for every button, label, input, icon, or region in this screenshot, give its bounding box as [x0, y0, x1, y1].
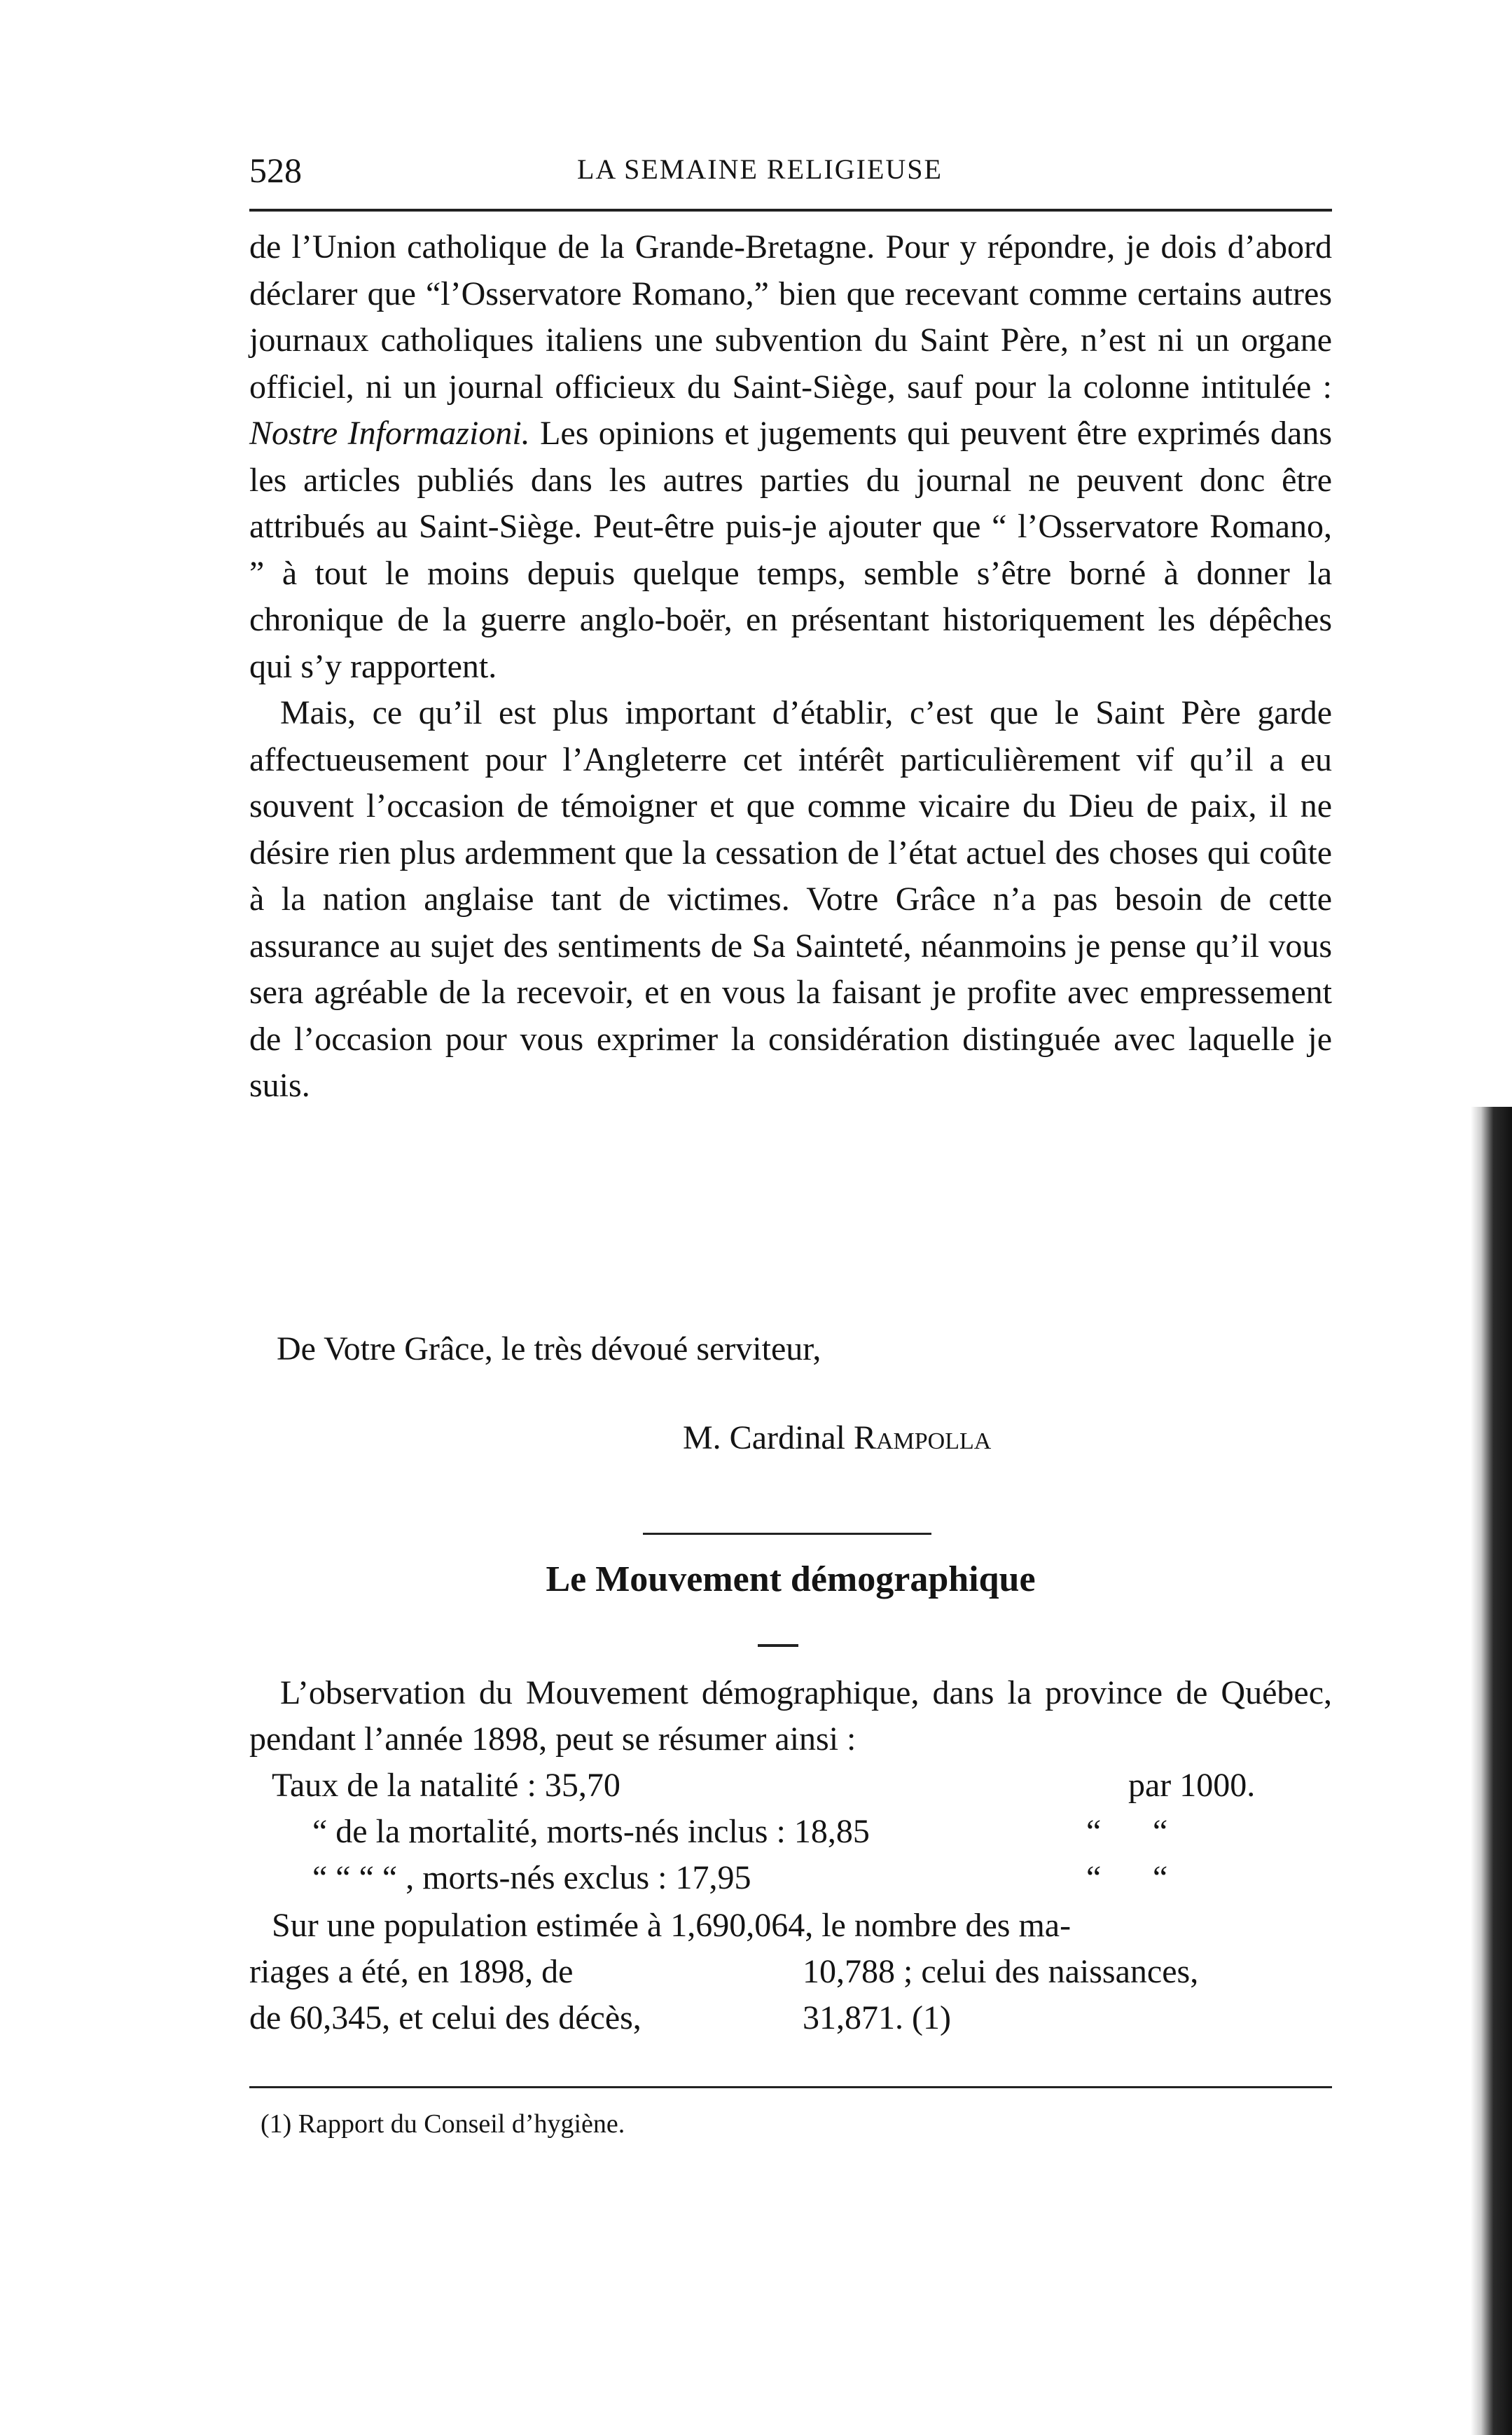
letter-body: [249, 224, 1332, 1110]
section-title: Le Mouvement démographique: [546, 1559, 1036, 1599]
running-title: LA SEMAINE RELIGIEUSE: [577, 153, 943, 185]
ditto-mark: “: [1086, 1813, 1102, 1850]
page-header: [249, 137, 1333, 200]
section-divider: [643, 1533, 931, 1535]
page-edge-shadow: [1471, 1107, 1512, 2435]
stat-unit: par 1000.: [1128, 1767, 1256, 1804]
ditto-mark: “: [1086, 1859, 1102, 1896]
ditto-mark: “: [1153, 1859, 1168, 1896]
stat-row: [249, 1763, 1332, 1809]
header-rule: [249, 209, 1332, 212]
stats-table: [249, 1763, 1332, 1901]
title-rule: [758, 1644, 798, 1647]
letter-paragraph-1: de l’Union catholique de la Grande-Bretagne. Pour y répondre, je dois d’abord déclarer que “l’Osservatore Romano,” bien que recevant comme certains autres journaux catholiques italiens une subvention du Saint Père, n’est ni un organe officiel, ni un journal officieux du Saint-Siège, sauf pour la colonne intitulée : Nostre Informazioni. Les opinions et jugements qui peuvent être exprimés dans les articles publiés dans les autres parties du journal ne peuvent donc être attribués au Saint-Siège. Peut-être puis-je ajouter que “ l’Osservatore Romano, ” à tout le moins depuis quelque temps, semble s’être borné à donner la chronique de la guerre anglo-boër, en présentant historiquement les dépêches qui s’y rapportent.: [249, 228, 1333, 685]
stat-label: Taux de la natalité : 35,70: [272, 1767, 620, 1804]
section-intro: L’observation du Mouvement démographique, dans la province de Québec, pendant l’année 1898, peut se résumer ainsi :: [249, 1674, 1332, 1758]
italic-title: Nostre Informazioni.: [249, 415, 530, 452]
signature: [683, 1419, 991, 1457]
signature-name: M. Cardinal: [683, 1419, 845, 1456]
footnote-rule: [249, 2086, 1332, 2088]
population-paragraph: Sur une population estimée à 1,690,064, le nombre des ma- riages a été, en 1898, de 10,788 ; celui des naissances, de 60,345, et celui des décès, 31,871. (1): [249, 1907, 1199, 2036]
letter-paragraph-2: Mais, ce qu’il est plus important d’établir, c’est que le Saint Père garde affectueusement pour l’Angleterre cet intérêt particulièrement vif qu’il a eu souvent l’occasion de témoigner et que comme vicaire du Dieu de paix, il ne désire rien plus ardemment que la cessation de l’état actuel des choses qui coûte à la nation anglaise tant de victimes. Votre Grâce n’a pas besoin de cette assurance au sujet des sentiments de Sa Sainteté, néanmoins je pense qu’il vous sera agréable de la recevoir, et en vous la faisant je profite avec empressement de l’occasion pour vous exprimer la considération distinguée avec laquelle je suis.: [249, 694, 1332, 1104]
stat-label: “ de la mortalité, morts-nés inclus : 18,85: [312, 1813, 870, 1850]
stat-label: “ “ “ “ , morts-nés exclus : 17,95: [312, 1859, 751, 1896]
footnote: (1) Rapport du Conseil d’hygiène.: [261, 2109, 625, 2139]
stat-row: [249, 1855, 1332, 1901]
page-number: 528: [249, 151, 302, 190]
signature-surname: Rampolla: [853, 1419, 992, 1456]
stat-row: [249, 1809, 1332, 1855]
letter-closing: De Votre Grâce, le très dévoué serviteur,: [277, 1330, 821, 1367]
ditto-mark: “: [1153, 1813, 1168, 1850]
